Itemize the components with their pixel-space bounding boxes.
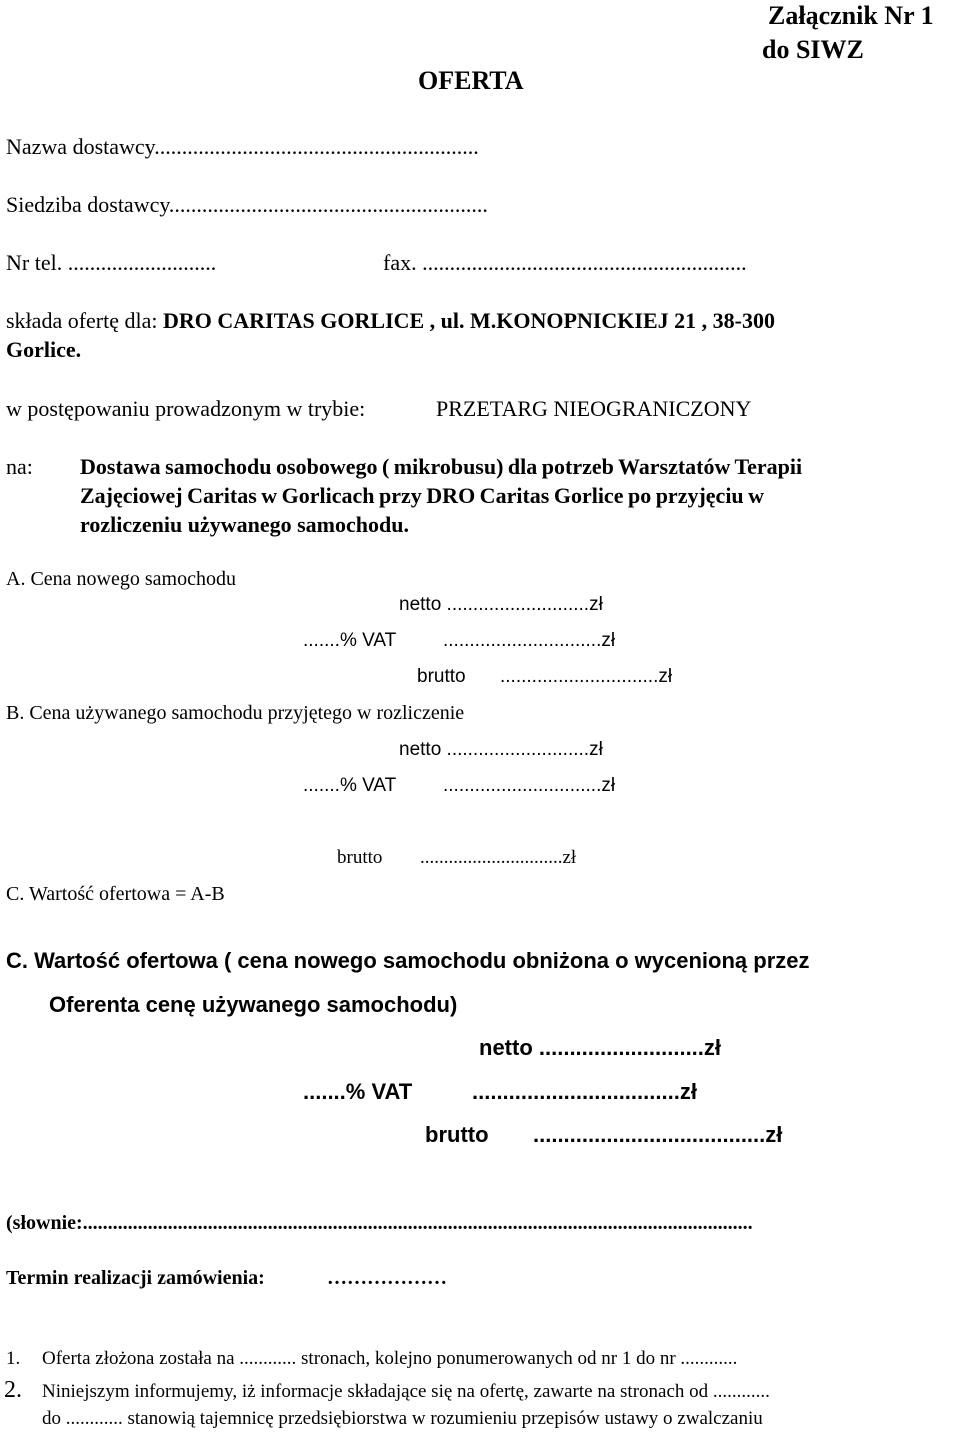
clause-2-line2: do ............ stanowią tajemnicę przedsiębiorstwa w rozumieniu przepisów ustawy o zwalczaniu bbox=[42, 1408, 763, 1429]
clause-1-text: Oferta złożona została na ............ stronach, kolejno ponumerowanych od nr 1 do nr ............ bbox=[42, 1348, 738, 1369]
section-a-brutto-amount[interactable]: ..............................zł bbox=[500, 666, 673, 687]
section-b-vat-amount[interactable]: ..............................zł bbox=[443, 775, 616, 796]
subject-line3: rozliczeniu używanego samochodu. bbox=[80, 512, 409, 537]
supplier-name-field[interactable]: Nazwa dostawcy........................................................... bbox=[6, 134, 479, 159]
section-c-heading-line2: Oferenta cenę używanego samochodu) bbox=[49, 992, 458, 1017]
procedure-value: PRZETARG NIEOGRANICZONY bbox=[436, 396, 752, 421]
section-a-vat-amount[interactable]: ..............................zł bbox=[443, 630, 616, 651]
section-b-brutto-amount[interactable]: ..............................zł bbox=[420, 847, 577, 868]
offer-recipient-city: Gorlice. bbox=[6, 337, 82, 362]
deadline-field[interactable]: ……………… bbox=[327, 1267, 447, 1289]
supplier-phone-field[interactable]: Nr tel. ........................... bbox=[6, 250, 217, 275]
offer-recipient-prefix: składa ofertę dla: bbox=[6, 308, 163, 333]
clause-2-line1: Niniejszym informujemy, iż informacje składające się na ofertę, zawarte na stronach od ............ bbox=[42, 1381, 770, 1402]
section-b-vat-rate[interactable]: .......% VAT bbox=[303, 775, 397, 796]
section-a-netto[interactable]: netto ...........................zł bbox=[399, 594, 603, 615]
amount-in-words-field[interactable]: (słownie:...................................................................................................................................... bbox=[6, 1212, 753, 1234]
deadline-label: Termin realizacji zamówienia: bbox=[6, 1267, 265, 1289]
subject-line2: Zajęciowej Caritas w Gorlicach przy DRO Caritas Gorlice po przyjęciu w bbox=[80, 483, 765, 508]
section-a-heading: A. Cena nowego samochodu bbox=[6, 568, 236, 590]
supplier-seat-field[interactable]: Siedziba dostawcy.......................................................... bbox=[6, 192, 488, 217]
section-c-brutto-label: brutto bbox=[425, 1122, 489, 1147]
section-c-short-heading: C. Wartość ofertowa = A-B bbox=[6, 883, 225, 905]
section-a-brutto-label: brutto bbox=[417, 666, 466, 687]
section-c-heading-line1: C. Wartość ofertowa ( cena nowego samochodu obniżona o wycenioną przez bbox=[6, 948, 810, 973]
section-b-brutto-label: brutto bbox=[337, 847, 383, 868]
annex-title-line2: do SIWZ bbox=[762, 35, 864, 64]
offer-recipient-line bbox=[6, 310, 775, 332]
section-c-netto[interactable]: netto ...........................zł bbox=[479, 1035, 722, 1060]
section-c-vat-amount[interactable]: ..................................zł bbox=[472, 1079, 697, 1104]
annex-title-line1: Załącznik Nr 1 bbox=[768, 1, 934, 30]
supplier-fax-field[interactable]: fax. ........................................................... bbox=[383, 250, 747, 275]
subject-line1: Dostawa samochodu osobowego ( mikrobusu) dla potrzeb Warsztatów Terapii bbox=[80, 454, 803, 479]
section-a-vat-rate[interactable]: .......% VAT bbox=[303, 630, 397, 651]
clause-2-number: 2. bbox=[4, 1377, 22, 1403]
page-title: OFERTA bbox=[418, 66, 524, 95]
section-c-vat-rate[interactable]: .......% VAT bbox=[303, 1079, 413, 1104]
section-b-heading: B. Cena używanego samochodu przyjętego w rozliczenie bbox=[6, 702, 465, 724]
offer-recipient-name: DRO CARITAS GORLICE , ul. M.KONOPNICKIEJ 21 , 38-300 bbox=[163, 308, 775, 333]
section-c-brutto-amount[interactable]: ......................................zł bbox=[533, 1122, 783, 1147]
clause-1-number: 1. bbox=[6, 1348, 21, 1369]
procedure-label: w postępowaniu prowadzonym w trybie: bbox=[6, 396, 366, 421]
subject-label: na: bbox=[6, 454, 33, 479]
section-b-netto[interactable]: netto ...........................zł bbox=[399, 739, 603, 760]
